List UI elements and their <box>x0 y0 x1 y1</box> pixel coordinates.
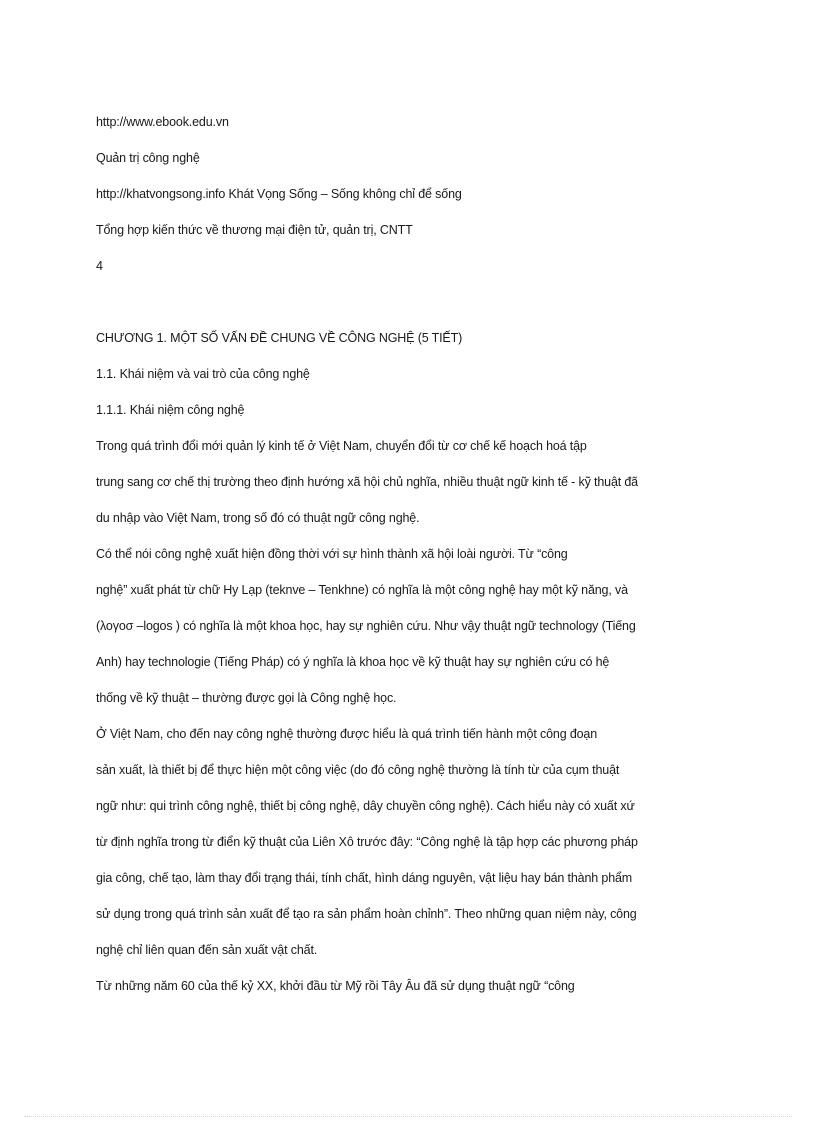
body-line: gia công, chế tạo, làm thay đổi trạng thái, tính chất, hình dáng nguyên, vật liệu hay bán thành phẩm <box>96 871 633 885</box>
document-subject: Quản trị công nghệ <box>96 151 200 165</box>
site-description: Tổng hợp kiến thức về thương mại điện tử, quản trị, CNTT <box>96 223 413 237</box>
body-line: Anh) hay technologie (Tiếng Pháp) có ý nghĩa là khoa học về kỹ thuật hay sự nghiên cứu có hệ <box>96 655 610 669</box>
body-line: nghệ chỉ liên quan đến sản xuất vật chất. <box>96 943 318 957</box>
body-line: Trong quá trình đổi mới quản lý kinh tế ở Việt Nam, chuyển đổi từ cơ chế kế hoạch hoá tập <box>96 439 587 453</box>
section-title: 1.1. Khái niệm và vai trò của công nghệ <box>96 367 310 381</box>
chapter-title: CHƯƠNG 1. MỘT SỐ VẤN ĐỀ CHUNG VỀ CÔNG NGHỆ (5 TIẾT) <box>96 331 463 345</box>
body-line: du nhập vào Việt Nam, trong số đó có thuật ngữ công nghệ. <box>96 511 420 525</box>
body-line: (λογοσ –logos ) có nghĩa là một khoa học, hay sự nghiên cứu. Như vậy thuật ngữ technology (Tiếng <box>96 619 636 633</box>
page-bottom-divider <box>24 1116 792 1117</box>
page-number: 4 <box>96 259 103 273</box>
body-line: sử dụng trong quá trình sản xuất để tạo ra sản phẩm hoàn chỉnh”. Theo những quan niệm này, công <box>96 907 637 921</box>
body-line: ngữ như: qui trình công nghệ, thiết bị công nghệ, dây chuyền công nghệ). Cách hiểu này có xuất xứ <box>96 799 635 813</box>
body-line: nghệ” xuất phát từ chữ Hy Lạp (teknve – Tenkhne) có nghĩa là một công nghệ hay một kỹ năng, và <box>96 583 628 597</box>
subsection-title: 1.1.1. Khái niệm công nghệ <box>96 403 245 417</box>
body-line: Từ những năm 60 của thế kỷ XX, khởi đầu từ Mỹ rồi Tây Âu đã sử dụng thuật ngữ “công <box>96 979 575 993</box>
body-line: từ định nghĩa trong từ điển kỹ thuật của Liên Xô trước đây: “Công nghệ là tập hợp các phương pháp <box>96 835 638 849</box>
body-line: trung sang cơ chế thị trường theo định hướng xã hội chủ nghĩa, nhiều thuật ngữ kinh tế - kỹ thuật đã <box>96 475 638 489</box>
body-line: sản xuất, là thiết bị để thực hiện một công việc (do đó công nghệ thường là tính từ của cụm thuật <box>96 763 620 777</box>
body-line: Ở Việt Nam, cho đến nay công nghệ thường được hiểu là quá trình tiến hành một công đoạn <box>96 727 598 741</box>
body-line: thống về kỹ thuật – thường được gọi là Công nghệ học. <box>96 691 397 705</box>
source-url-link[interactable]: http://www.ebook.edu.vn <box>96 115 229 129</box>
site-tagline-link[interactable]: http://khatvongsong.info Khát Vọng Sống – Sống không chỉ để sống <box>96 187 462 201</box>
body-line: Có thể nói công nghệ xuất hiện đồng thời với sự hình thành xã hội loài người. Từ “công <box>96 547 568 561</box>
